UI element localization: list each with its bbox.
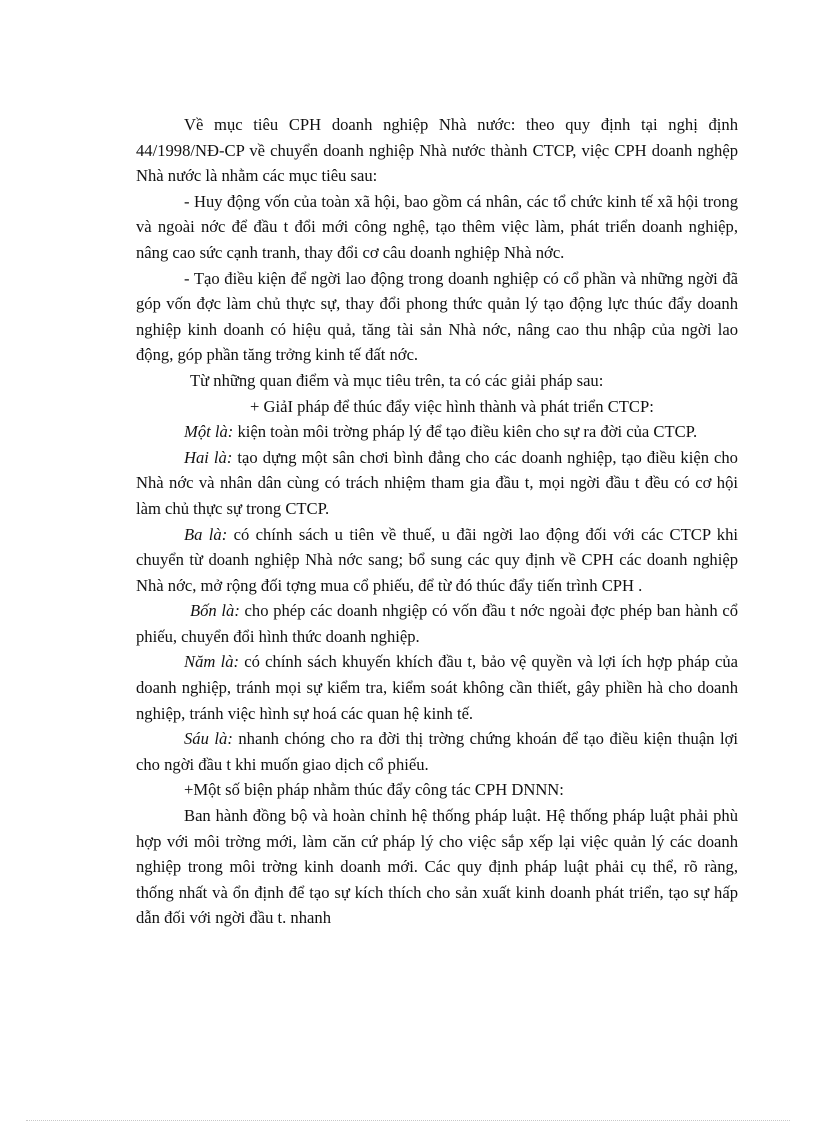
- paragraph-text: - Huy động vốn của toàn xã hội, bao gồm cá nhân, các tổ chức kinh tế xã hội trong và ngoài nớc để đầu t đổi mới công nghệ, tạo thêm việc làm, phát triển doanh nghiệp, nâng cao sức cạnh tranh, thay đổi cơ câu doanh nghiệp Nhà nớc.: [136, 191, 738, 262]
- paragraph-text: tạo dựng một sân chơi bình đẳng cho các doanh nghiệp, tạo điều kiện cho Nhà nớc và nhân dân cùng có trách nhiệm tham gia đầu t, mọi ngời đầu t đều có cơ hội làm chủ thực sự trong CTCP.: [136, 447, 738, 518]
- paragraph-solution-five: [136, 649, 738, 726]
- paragraph-text: Về mục tiêu CPH doanh nghiệp Nhà nước: theo quy định tại nghị định 44/1998/NĐ-CP về chuyển doanh nghiệp Nhà nước thành CTCP, việc CPH doanh nghệp Nhà nước là nhằm các mục tiêu sau:: [136, 115, 738, 186]
- paragraph-text: kiện toàn môi trờng pháp lý để tạo điều kiên cho sự ra đời của CTCP.: [233, 422, 698, 442]
- paragraph-text: nhanh chóng cho ra đời thị trờng chứng khoán để tạo điều kiện thuận lợi cho ngời đầu t khi muốn giao dịch cổ phiếu.: [136, 729, 738, 774]
- section-heading-ctcp-solutions: [136, 394, 738, 420]
- paragraph-cph-objectives: [136, 112, 738, 189]
- paragraph-lead: Ba là:: [184, 524, 228, 544]
- paragraph-capital-mobilization: [136, 189, 738, 266]
- heading-text: + GiảI pháp để thúc đẩy việc hình thành và phát triển CTCP:: [250, 396, 654, 416]
- paragraph-lead: Năm là:: [184, 652, 240, 672]
- paragraph-lead: Bốn là:: [190, 601, 240, 621]
- heading-text: +Một số biện pháp nhằm thúc đẩy công tác CPH DNNN:: [184, 780, 564, 800]
- paragraph-solution-one: [136, 419, 738, 445]
- paragraph-solution-three: [136, 522, 738, 599]
- paragraph-text: - Tạo điều kiện để ngời lao động trong doanh nghiệp có cổ phần và những ngời đã góp vốn đợc làm chủ thực sự, thay đổi phong thức quản lý tạo động lực thúc đẩy doanh nghiệp kinh doanh có hiệu quả, tăng tài sản Nhà nớc, nâng cao thu nhập của ngời lao động, góp phần tăng trởng kinh tế đất nớc.: [136, 268, 738, 365]
- paragraph-lead: Hai là:: [184, 447, 233, 467]
- paragraph-text: cho phép các doanh nhgiệp có vốn đầu t nớc ngoài đợc phép ban hành cổ phiếu, chuyển đổi hình thức doanh nghiệp.: [136, 601, 738, 646]
- paragraph-solutions-intro: [136, 368, 738, 394]
- paragraph-solution-two: [136, 445, 738, 522]
- paragraph-legal-system: [136, 803, 738, 931]
- paragraph-text: có chính sách u tiên về thuế, u đãi ngời lao động đối với các CTCP khi chuyển từ doanh nghiệp Nhà nớc sang; bổ sung các quy định về CPH các doanh nghiệp Nhà nớc, mở rộng đối tợng mua cổ phiếu, để từ đó thúc đẩy tiến trình CPH .: [136, 524, 738, 595]
- section-heading-cph-measures: [136, 777, 738, 803]
- document-page: [136, 112, 738, 931]
- paragraph-text: Ban hành đồng bộ và hoàn chỉnh hệ thống pháp luật. Hệ thống pháp luật phải phù hợp với môi trờng mới, làm căn cứ pháp lý cho việc sắp xếp lại việc quản lý các doanh nghiệp trong môi trờng kinh doanh mới. Các quy định pháp luật phải cụ thể, rõ ràng, thống nhất và ổn định để tạo sự kích thích cho sản xuất kinh doanh phát triển, tạo sự hấp dẫn đối với ngời đầu t. nhanh: [136, 806, 738, 928]
- paragraph-worker-conditions: [136, 266, 738, 368]
- paragraph-text: có chính sách khuyến khích đầu t, bảo vệ quyền và lợi ích hợp pháp của doanh nghiệp, tránh mọi sự kiểm tra, kiểm soát không cần thiết, gây phiền hà cho doanh nghiệp, tránh việc hình sự hoá các quan hệ kinh tế.: [136, 652, 739, 723]
- paragraph-solution-four: [136, 598, 738, 649]
- paragraph-text: Từ những quan điểm và mục tiêu trên, ta có các giải pháp sau:: [190, 370, 604, 390]
- paragraph-lead: Sáu là:: [184, 729, 233, 749]
- paragraph-lead: Một là:: [184, 422, 234, 442]
- paragraph-solution-six: [136, 726, 738, 777]
- page-bottom-divider: [26, 1120, 790, 1121]
